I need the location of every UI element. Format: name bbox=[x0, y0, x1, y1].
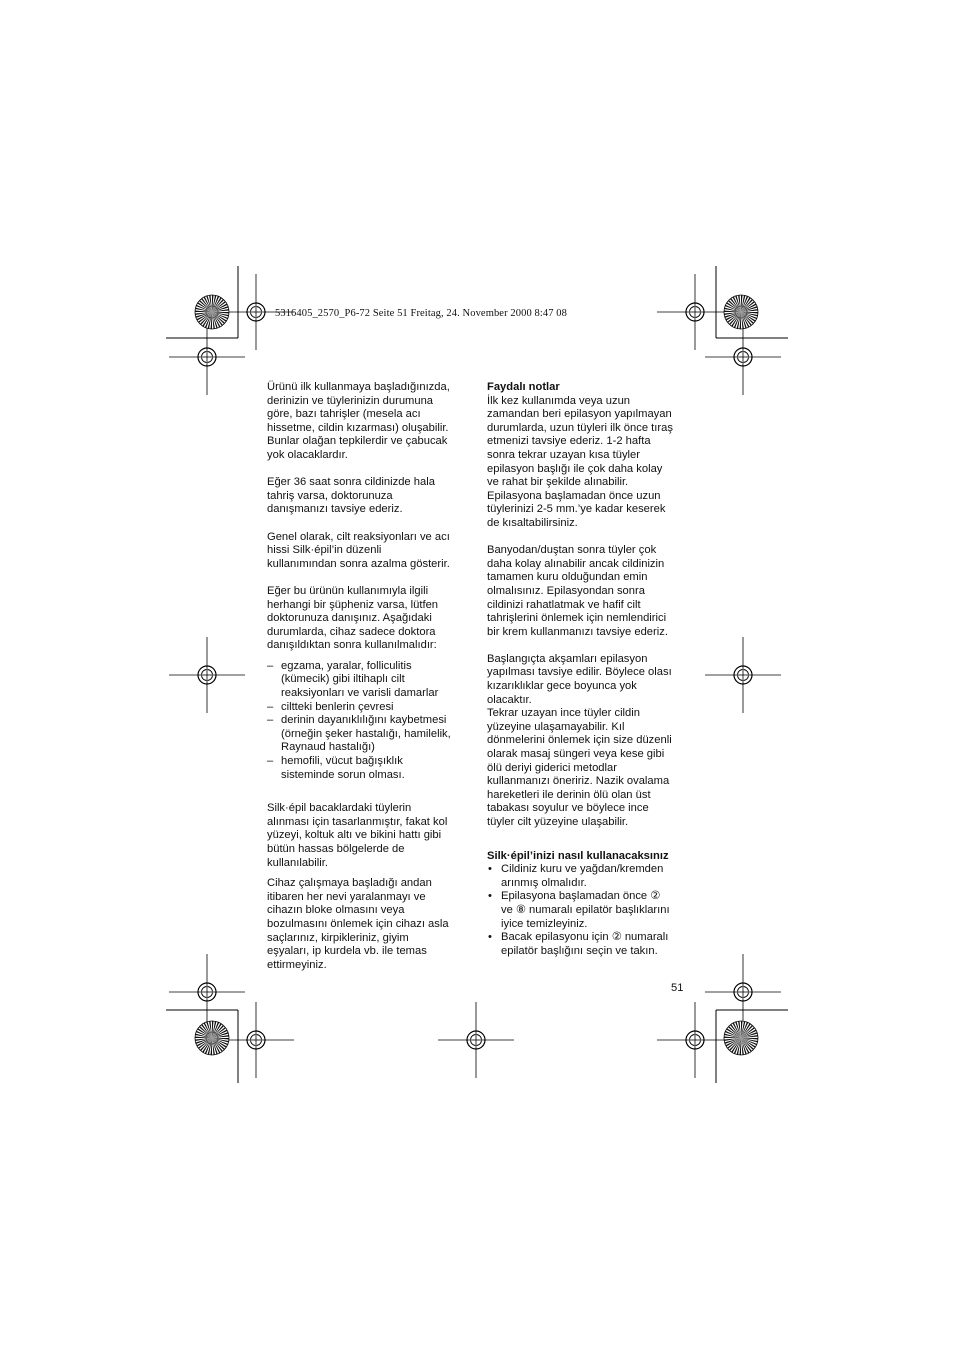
right-column bbox=[487, 381, 697, 958]
list-item: – derinin dayanıklılığını kaybetmesi (örneğin şeker hastalığı, hamilelik, Raynaud hastalığı) bbox=[267, 714, 477, 755]
paragraph: Banyodan/duştan sonra tüyler çok daha kolay alınabilir ancak cildinizin tamamen kuru olduğundan emin olmalısınız. Epilasyondan sonra cildinizi rahatlatmak ve hafif cilt tahrişlerini önlemek için nemlendirici bir krem kullanmanızı tavsiye ederiz. bbox=[487, 544, 668, 638]
registration-mark-icon bbox=[169, 319, 245, 395]
starburst-target-icon bbox=[195, 1021, 229, 1055]
paragraph: Genel olarak, cilt reaksiyonları ve acı hissi Silk·épil’in düzenli kullanımından sonra azalma gösterir. bbox=[267, 530, 450, 570]
paragraph: Başlangıçta akşamları epilasyon yapılması tavsiye edilir. Böylece olası kızarıklıklar gece boyunca yok olacaktır. Tekrar uzayan ince tüyler cildin yüzeyine ulaşamayabilir. Kıl dönmelerini önlemek için size düzenli olarak masaj süngeri veya kese gibi ölü deriyi giderici metodlar kullanmanızı öneririz. Nazik ovalama hareketleri ile derinin ölü olan üst tabakası soyulur ve böylece ince tüyler cilt yüzeyine ulaşabilir. bbox=[487, 652, 672, 828]
starburst-target-icon bbox=[724, 295, 758, 329]
list-item: – hemofili, vücut bağışıklık sisteminde sorun olması. bbox=[267, 755, 477, 782]
registration-mark-icon bbox=[657, 274, 733, 350]
left-column bbox=[267, 381, 477, 972]
paragraph: Silk·épil bacaklardaki tüylerin alınması için tasarlanmıştır, fakat kol yüzeyi, koltuk altı ve bikini hattı gibi bütün hassas bölgelerde de kullanılabilir. bbox=[267, 802, 448, 869]
registration-mark-icon bbox=[218, 1002, 294, 1078]
section-heading: Faydalı notlar bbox=[487, 381, 560, 393]
list-item: • Cildiniz kuru ve yağdan/kremden arınmış olmalıdır. bbox=[487, 863, 697, 890]
registration-mark-icon bbox=[657, 1002, 733, 1078]
starburst-target-icon bbox=[195, 295, 229, 329]
registration-mark-icon bbox=[169, 954, 245, 1030]
list-item: – egzama, yaralar, folliculitis (kümecik) gibi iltihaplı cilt reaksiyonları ve varisli damarlar bbox=[267, 660, 477, 701]
paragraph: Eğer bu ürünün kullanımıyla ilgili herhangi bir şüpheniz varsa, lütfen doktorunuza danışınız. Aşağıdaki durumlarda, cihaz sadece doktora danışıldıktan sonra kullanılmalıdır: bbox=[267, 584, 439, 652]
registration-mark-icon bbox=[169, 637, 245, 713]
registration-mark-icon bbox=[705, 637, 781, 713]
contraindication-list bbox=[267, 660, 477, 782]
list-item: • Bacak epilasyonu için ② numaralı epilatör başlığını seçin ve takın. bbox=[487, 931, 697, 958]
paragraph: İlk kez kullanımda veya uzun zamandan beri epilasyon yapılmayan durumlarda, uzun tüyleri ilk önce tıraş etmenizi tavsiye ederiz. 1-2 hafta sonra tekrar uzayan kısa tüyler epilasyon başlığı ile çok daha kolay ve rahat bir şekilde alınabilir. Epilasyona başlamadan önce uzun tüylerinizi 2-5 mm.’ye kadar keserek de kısaltabilirsiniz. bbox=[487, 394, 673, 529]
paragraph: Eğer 36 saat sonra cildinizde hala tahriş varsa, doktorunuza danışmanızı tavsiye ederiz. bbox=[267, 476, 435, 516]
starburst-target-icon bbox=[724, 1021, 758, 1055]
paragraph: Cihaz çalışmaya başladığı andan itibaren her nevi yaralanmayı ve cihazın bloke olmasını veya bozulmasını önlemek için cihazı asla saçlarınız, kirpikleriniz, giyim eşyaları, ip kurdela vb. ile temas ettirmeyiniz. bbox=[267, 877, 449, 971]
page-number: 51 bbox=[671, 982, 684, 994]
registration-mark-icon bbox=[438, 1002, 514, 1078]
paragraph: Ürünü ilk kullanmaya başladığınızda, derinizin ve tüylerinizin durumuna göre, bazı tahrişler (mesela acı hissetme, cildin kızarması) oluşabilir. Bunlar olağan tepkilerdir ve çabucak yok olacaklardır. bbox=[267, 381, 450, 461]
usage-bullet-list bbox=[487, 863, 697, 958]
print-slug-header: 5316405_2570_P6-72 Seite 51 Freitag, 24. November 2000 8:47 08 bbox=[275, 308, 568, 319]
list-item: – ciltteki benlerin çevresi bbox=[267, 701, 477, 715]
section-heading: Silk·épil’inizi nasıl kullanacaksınız bbox=[487, 849, 669, 862]
list-item: • Epilasyona başlamadan önce ② ve ⑧ numaralı epilatör başlıklarını iyice temizleyiniz. bbox=[487, 890, 697, 931]
